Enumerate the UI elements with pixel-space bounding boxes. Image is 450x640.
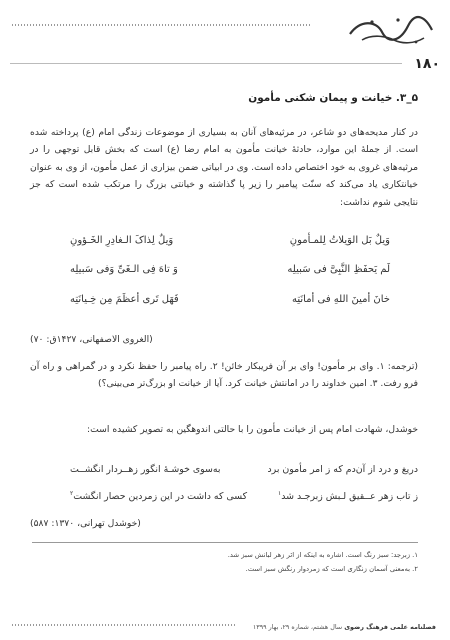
header-decorative-bar — [12, 24, 312, 26]
verse-hemistich-left: وَیلٌ لِذاکَ الـغادِرِ الخَـؤونِ — [70, 235, 174, 246]
persian-poem-row — [30, 490, 418, 510]
footnote-marker: ۱ — [278, 490, 282, 497]
poem-hemistich-left: به‌سوی خوشـهٔ انگور زهــردار انگشــت — [70, 464, 221, 475]
footnote-item: ۱. زبرجد: سبز رنگ است. اشاره به اینکه از اثر زهر لبانش سبز شد. — [227, 551, 418, 559]
verse-hemistich-left: وَ تاهَ فِی الـغَیِّ وَفی سَبیلِه — [70, 264, 178, 275]
footnote-item: ۲. به‌معنی آسمان زنگاری است که زمردوار رنگش سبز است. — [245, 565, 418, 573]
journal-info — [253, 623, 436, 631]
verse-hemistich-right: لَم یَحفَظِ النَّبِیَّ فی سَبیلِه — [287, 264, 390, 275]
arabic-verse-row — [70, 264, 390, 284]
citation: (خوشدل تهرانی، ۱۳۷۰: ۵۸۷) — [30, 518, 141, 529]
journal-name: فصلنامه علمی فرهنگ رضوی — [344, 623, 436, 631]
arabic-verse-row — [70, 235, 390, 255]
section-heading: ۵_۳. خیانت و پیمان شکنی مأمون — [248, 92, 418, 104]
verse-hemistich-right: وَیلٌ بَل الوَیلاتُ لِلمـأمونِ — [289, 235, 390, 246]
translation-paragraph: (ترجمه: ۱. وای بر مأمون! وای بر آن فریبکار خائن! ۲. راه پیامبر را حفظ نکرد و در گمراهی و راه آن فرو رفت. ۳. امین خداوند را در امانتش خیانت کرد. آیا از خیانت او بزرگ‌تر می‌بینی؟) — [30, 361, 418, 390]
poem-hemistich-left — [70, 490, 247, 502]
footnote-marker: ۲ — [70, 490, 74, 497]
header-rule — [10, 63, 402, 64]
persian-poem-row — [30, 464, 418, 484]
verse-hemistich-left: فَهَل تَری أعظَمَ مِن خِـیانَتِه — [70, 294, 179, 305]
footer-decorative-bar — [12, 624, 237, 626]
poem-text: کسی که داشت در این زمردین حصار انگشت — [73, 491, 248, 503]
poem-hemistich-right: دریغ و درد از آن‌دم که ز امر مأمون برد — [267, 464, 418, 475]
journal-logo — [342, 12, 438, 48]
body-paragraph-2: خوشدل، شهادت امام پس از خیانت مأمون را با حالتی اندوهگین به تصویر کشیده است: — [87, 424, 418, 435]
poem-hemistich-right — [278, 490, 418, 502]
poem-text: ز تاب زهر عــقیق لـبش زبرجـد شد — [281, 491, 418, 503]
page-number: ۱۸۰ — [414, 56, 440, 72]
body-paragraph-1: در کنار مدیحه‌های دو شاعر، در مرثیه‌های آنان به بسیاری از موضوعات زندگی امام (ع) پرداخته شده است. از جملهٔ این موارد، حادثهٔ خیانت مأمون به امام رضا (ع) است که بخش قابل توجهی را در مرثیه‌های غروی به خود اختصاص داده است. وی در ابیاتی ضمن بیزاری از عمل مأمون، از وی به عنوان خیانتکاری یاد می‌کند که سنّت پیامبر را زیر پا گذاشته و خیانتی بزرگ را مرتکب شده است که جز نتایجی شوم نداشت: — [30, 127, 418, 208]
citation: (الغروی الاصفهانی، ۱۴۲۷ق: ۷۰) — [30, 334, 153, 345]
journal-issue: سال هشتم، شماره ۲۹، بهار ۱۳۹۹ — [252, 623, 343, 631]
footnotes — [30, 548, 418, 576]
verse-hemistich-right: خانَ أمینَ اللهِ فی أمانَتِه — [291, 294, 390, 305]
arabic-verse-row — [70, 294, 390, 314]
footnote-rule — [32, 542, 418, 543]
